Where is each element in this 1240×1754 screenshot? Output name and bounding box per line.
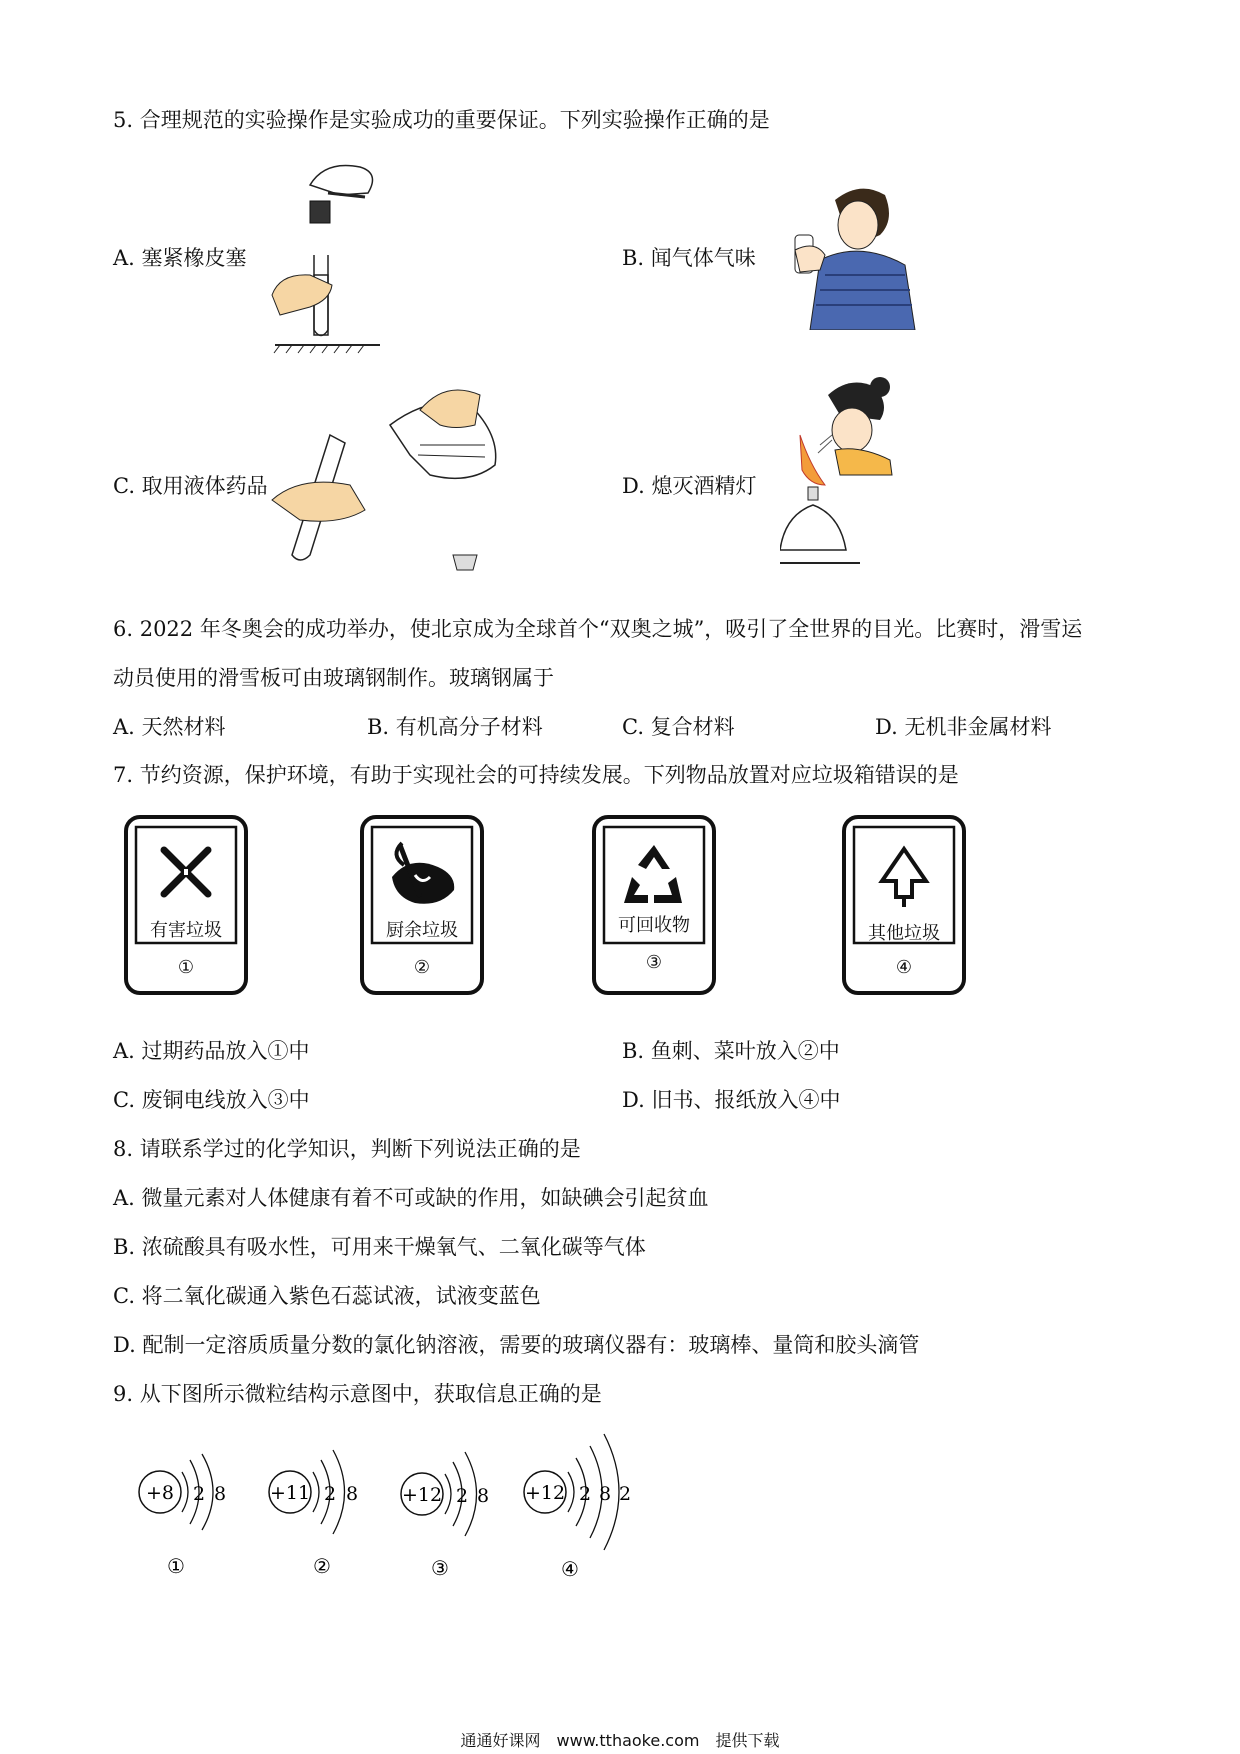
- particle-shell: 2: [455, 1485, 469, 1507]
- bin-food-waste: [360, 815, 484, 995]
- bin-number: ②: [413, 957, 431, 978]
- q5-option-a: A. 塞紧橡皮塞: [113, 246, 247, 270]
- bin-label: 可回收物: [618, 915, 690, 936]
- particle-shell: 8: [598, 1483, 612, 1505]
- particle-number: ③: [431, 1556, 449, 1580]
- blowing-lamp-illustration: [780, 375, 920, 585]
- q6-option-c: C. 复合材料: [622, 715, 735, 739]
- bin-label: 有害垃圾: [150, 920, 222, 941]
- stopper-tube-illustration: [270, 155, 390, 355]
- bin-label: 厨余垃圾: [386, 920, 458, 941]
- particle-shell: 8: [476, 1485, 490, 1507]
- particle-number: ①: [167, 1554, 185, 1578]
- q8-option-a: A. 微量元素对人体健康有着不可或缺的作用，如缺碘会引起贫血: [113, 1186, 709, 1210]
- bin-number: ④: [895, 957, 913, 978]
- q5-stem: 5. 合理规范的实验操作是实验成功的重要保证。下列实验操作正确的是: [113, 108, 770, 132]
- particle-4: [524, 1434, 631, 1581]
- particle-shell: 2: [323, 1483, 337, 1505]
- bin-number: ①: [177, 957, 195, 978]
- q6-stem-line1: 6. 2022 年冬奥会的成功举办，使北京成为全球首个“双奥之城”，吸引了全世界的目光。比赛时，滑雪运: [113, 617, 1083, 641]
- q5-option-d: D. 熄灭酒精灯: [622, 474, 757, 498]
- bin-other: [842, 815, 966, 995]
- particle-shell: 8: [213, 1483, 227, 1505]
- q7-option-d: D. 旧书、报纸放入④中: [622, 1088, 841, 1112]
- q6-option-a: A. 天然材料: [113, 715, 226, 739]
- q7-option-a: A. 过期药品放入①中: [113, 1039, 310, 1063]
- particle-shell: 8: [345, 1483, 359, 1505]
- particle-1: [139, 1454, 226, 1578]
- particle-nucleus: +12: [401, 1484, 443, 1506]
- particle-shell: 2: [618, 1483, 632, 1505]
- bin-hazardous: [124, 815, 248, 995]
- particle-number: ④: [561, 1557, 579, 1581]
- q9-stem: 9. 从下图所示微粒结构示意图中，获取信息正确的是: [113, 1382, 602, 1406]
- q6-option-d: D. 无机非金属材料: [875, 715, 1052, 739]
- particle-nucleus: +8: [145, 1482, 175, 1504]
- q6-stem-line2: 动员使用的滑雪板可由玻璃钢制作。玻璃钢属于: [113, 666, 554, 690]
- particle-shell: 2: [578, 1483, 592, 1505]
- bin-label: 其他垃圾: [868, 923, 940, 944]
- q8-option-b: B. 浓硫酸具有吸水性，可用来干燥氧气、二氧化碳等气体: [113, 1235, 646, 1259]
- q5-option-c: C. 取用液体药品: [113, 474, 268, 498]
- q6-option-b: B. 有机高分子材料: [367, 715, 543, 739]
- particle-2: [269, 1450, 358, 1578]
- particle-shell: 2: [192, 1483, 206, 1505]
- q7-option-b: B. 鱼刺、菜叶放入②中: [622, 1039, 840, 1063]
- particle-nucleus: +11: [269, 1482, 311, 1504]
- particle-nucleus: +12: [524, 1482, 566, 1504]
- smelling-gas-illustration: [780, 180, 920, 330]
- q8-stem: 8. 请联系学过的化学知识，判断下列说法正确的是: [113, 1137, 581, 1161]
- bin-recyclable: [592, 815, 716, 995]
- q7-option-c: C. 废铜电线放入③中: [113, 1088, 310, 1112]
- bin-number: ③: [645, 952, 663, 973]
- page-footer: 通通好课网 www.tthaoke.com 提供下载: [460, 1731, 780, 1750]
- particle-structure-diagram: [120, 1420, 660, 1600]
- particle-number: ②: [313, 1554, 331, 1578]
- q5-option-b: B. 闻气体气味: [622, 246, 756, 270]
- q7-stem: 7. 节约资源，保护环境，有助于实现社会的可持续发展。下列物品放置对应垃圾箱错误的是: [113, 763, 959, 787]
- pouring-liquid-illustration: [270, 385, 510, 580]
- particle-3: [401, 1452, 489, 1580]
- q8-option-c: C. 将二氧化碳通入紫色石蕊试液，试液变蓝色: [113, 1284, 541, 1308]
- q8-option-d: D. 配制一定溶质质量分数的氯化钠溶液，需要的玻璃仪器有：玻璃棒、量筒和胶头滴管: [113, 1333, 920, 1357]
